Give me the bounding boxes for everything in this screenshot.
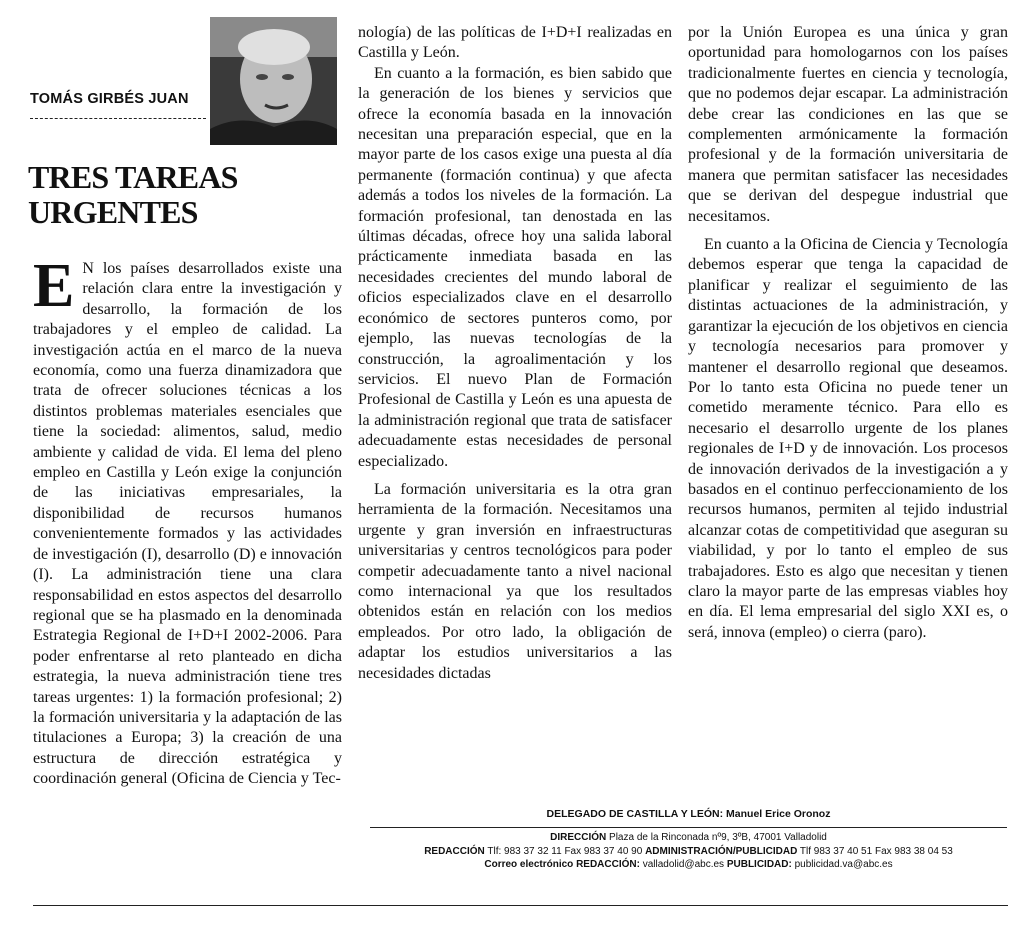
title-line-1: TRES TAREAS	[28, 159, 238, 195]
correo-label: Correo electrónico REDACCIÓN:	[484, 859, 640, 870]
paragraph: En cuanto a la formación, es bien sabido que la generación de los bienes y servicios que ofrece la economía basada en la innovación necesitan una preparación especial, que en la mayor parte de los casos exige una puesta al día permanente (formación continua) y que afecta además a todos los niveles de la formación. La formación profesional, tan denostada en las últimas décadas, ofrece hoy una salida laboral prácticamente inmediata basada en las necesidades crecientes del mundo laboral de oficios especializados clave en el desarrollo económico de sectores punteros como, por ejemplo, las nuevas tecnologías de la construcción, la agroalimentación y los servicios. El nuevo Plan de Formación Profesional de Castilla y León es una apuesta de la administración regional que trata de satisfacer adecuadamente estas necesidades de personal especializado.	[358, 64, 672, 470]
contact-line	[370, 845, 1007, 859]
publicidad-label: PUBLICIDAD:	[726, 859, 792, 870]
admin-value: Tlf 983 37 40 51 Fax 983 38 04 53	[799, 845, 953, 857]
title-line-2: URGENTES	[28, 194, 198, 230]
paragraph: La formación universitaria es la otra gran herramienta de la formación. Necesitamos una urgente y gran inversión en infraestructuras universitarias y centros tecnológicos para poder competir adecuadamente tanto a nivel nacional como internacional ya que los resultados obtenidos están en relación con los medios empleados. Por otro lado, la obligación de adaptar los estudios universitarios a las necesidades dictadas	[358, 480, 672, 682]
publicidad-value: publicidad.va@abc.es	[794, 859, 893, 870]
paragraph-text: N los países desarrollados existe una relación clara entre la investigación y desarrollo, la formación de los trabajadores y el empleo de calidad. La investigación actúa en el marco de la nueva economía, como una fuerza dinamizadora que trata de ofrecer soluciones técnicas a los distintos problemas materiales esenciales que tiene la sociedad: alimentos, salud, medio ambiente y calidad de vida. El lema del pleno empleo en Castilla y León exige la conjunción de las iniciativas empresariales, la disponibilidad de recursos humanos convenientemente formados y las actividades de investigación (I), desarrollo (D) e innovación (I). La administración tiene una clara responsabilidad en estos aspectos del desarrollo regional que se ha plasmado en la denominada Estrategia Regional de I+D+I 2002-2006. Para poder enfrentarse al reto planteado en dicha estrategia, la nueva administración tiene tres tareas urgentes: 1) la formación profesional; 2) la formación universitaria y la adaptación de las titulaciones a Europa; 3) la creación de una estructura de dirección estratégica y coordinación general (Oficina de Ciencia y Tec-	[33, 260, 342, 788]
column-2	[358, 23, 672, 684]
author-name: TOMÁS GIRBÉS JUAN	[30, 91, 189, 107]
redaccion-label: REDACCIÓN	[424, 845, 485, 857]
paragraph	[33, 252, 342, 790]
author-divider	[30, 118, 206, 119]
article-title	[28, 160, 328, 230]
paragraph: En cuanto a la Oficina de Ciencia y Tecnología debemos esperar que tenga la capacidad de planificar y realizar el seguimiento de las distintas actuaciones de la administración, y garantizar la ejecución de los objetivos en ciencia y tecnología necesarios para promover y mantener el desarrollo regional que deseamos. Por lo tanto esta Oficina no puede tener un cometido meramente técnico. Para ello es necesario el desarrollo urgente de los planes regionales de I+D y de innovación. Los procesos de innovación derivados de la investigación a y basados en el continuo perfeccionamiento de los recursos humanos, permiten al tejido industrial alcanzar cotas de competitividad que aseguran su viabilidad, y por lo tanto el empleo de sus trabajadores. Esto es algo que necesitan y tienen claro la mayor parte de las empresas viables hoy en día. El lema empresarial del siglo XXI es, o será, innova (empleo) o cierra (paro).	[688, 236, 1008, 641]
direccion-label: DIRECCIÓN	[550, 832, 607, 843]
drop-cap: E	[33, 252, 75, 320]
delegate-line	[370, 808, 1007, 821]
column-3	[688, 23, 1008, 643]
paragraph: por la Unión Europea es una única y gran oportunidad para homologarnos con los países tradicionalmente fuertes en ciencia y tecnología, que no podemos dejar escapar. La administración debe crear las condiciones en las que se complementen armónicamente la formación profesional y de la formación universitaria de manera que permitan satisfacer las necesidades que se derivan del despegue industrial que necesitamos.	[688, 24, 1008, 225]
masthead-footer	[370, 808, 1007, 872]
footer-divider	[370, 827, 1007, 828]
delegate-name: Manuel Erice Oronoz	[726, 808, 831, 820]
bottom-rule	[33, 905, 1008, 906]
email-line	[370, 858, 1007, 872]
redaccion-value: Tlf: 983 37 32 11 Fax 983 37 40 90	[487, 845, 643, 857]
author-portrait-image	[210, 17, 337, 145]
author-photo	[210, 17, 337, 145]
column-1	[33, 252, 342, 790]
paragraph: nología) de las políticas de I+D+I realizadas en Castilla y León.	[358, 24, 672, 62]
correo-value: valladolid@abc.es	[642, 859, 725, 870]
delegate-label: DELEGADO DE CASTILLA Y LEÓN:	[546, 808, 724, 820]
admin-label: ADMINISTRACIÓN/PUBLICIDAD	[645, 845, 798, 857]
address-line	[370, 831, 1007, 845]
direccion-value: Plaza de la Rinconada nº9, 3ºB, 47001 Valladolid	[609, 832, 827, 843]
